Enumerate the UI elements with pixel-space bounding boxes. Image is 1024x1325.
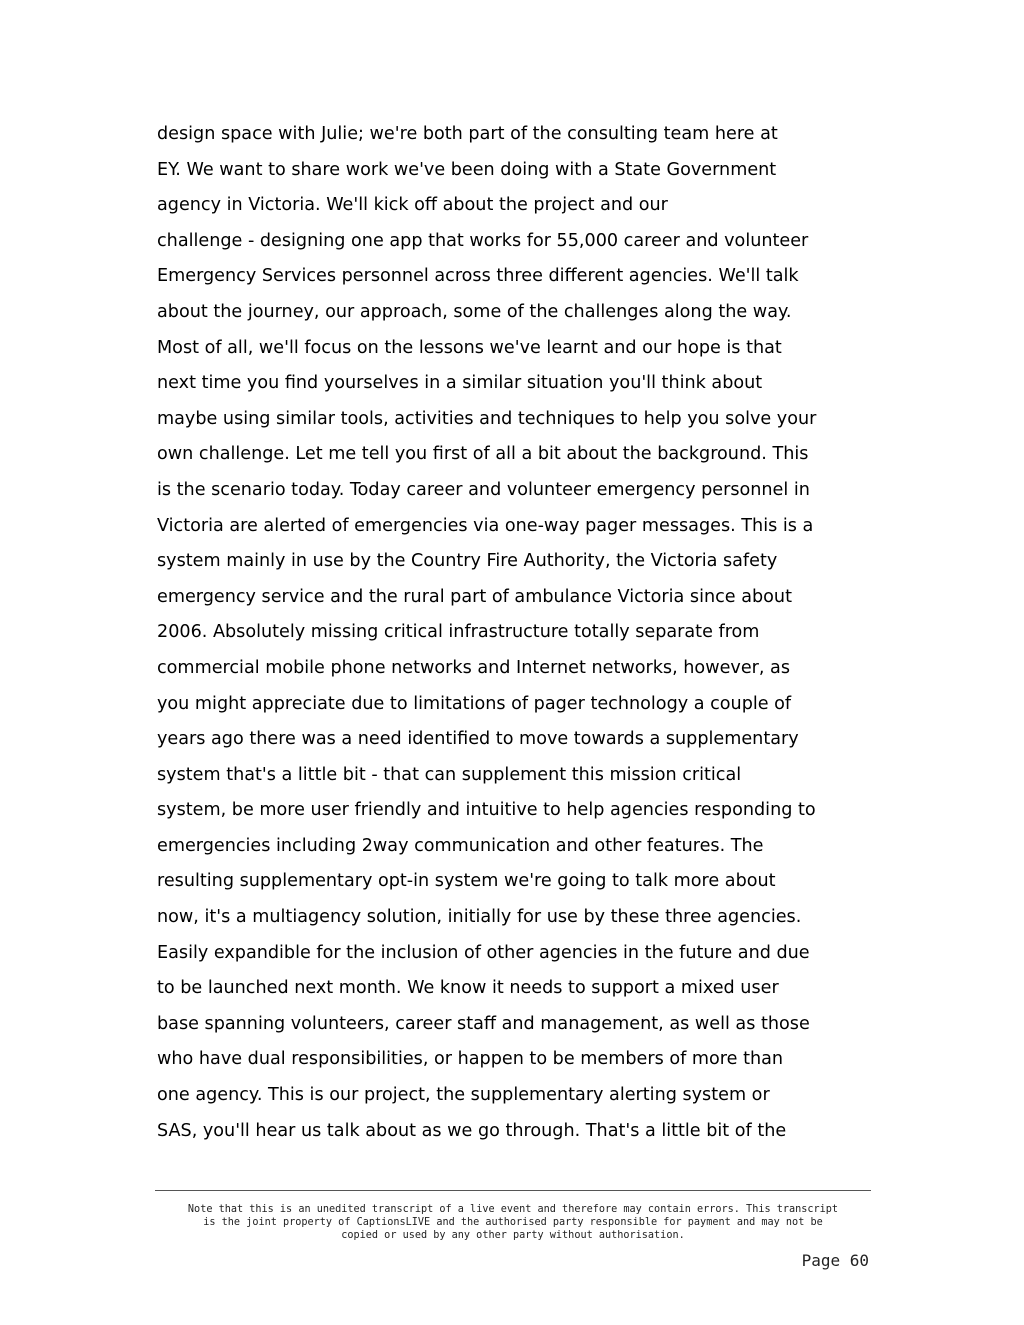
transcript-line: who have dual responsibilities, or happen to be members of more than <box>157 1049 784 1070</box>
transcript-line: Most of all, we'll focus on the lessons we've learnt and our hope is that <box>157 337 782 358</box>
transcript-line: about the journey, our approach, some of the challenges along the way. <box>157 301 792 322</box>
transcript-line: own challenge. Let me tell you first of all a bit about the background. This <box>157 444 809 465</box>
transcript-line: challenge - designing one app that works for 55,000 career and volunteer <box>157 230 809 251</box>
transcript-line: one agency. This is our project, the supplementary alerting system or <box>157 1085 770 1106</box>
transcript-line: EY. We want to share work we've been doing with a State Government <box>157 159 777 180</box>
transcript-line: agency in Victoria. We'll kick off about the project and our <box>157 195 668 216</box>
transcript-line: years ago there was a need identified to move towards a supplementary <box>157 729 799 750</box>
footer-disclaimer-line: copied or used by any other party without authorisation. <box>341 1230 685 1241</box>
transcript-line: Victoria are alerted of emergencies via one-way pager messages. This is a <box>157 515 814 536</box>
transcript-line: is the scenario today. Today career and volunteer emergency personnel in <box>157 479 810 500</box>
transcript-line: to be launched next month. We know it needs to support a mixed user <box>157 978 779 999</box>
footer-disclaimer <box>155 1203 871 1242</box>
transcript-line: SAS, you'll hear us talk about as we go through. That's a little bit of the <box>157 1120 787 1141</box>
transcript-line: system mainly in use by the Country Fire Authority, the Victoria safety <box>157 551 778 572</box>
transcript-line: design space with Julie; we're both part of the consulting team here at <box>157 124 778 144</box>
transcript-line: base spanning volunteers, career staff and management, as well as those <box>157 1013 810 1034</box>
transcript-line: maybe using similar tools, activities and techniques to help you solve your <box>157 408 817 429</box>
transcript-line: system that's a little bit - that can supplement this mission critical <box>157 764 742 785</box>
footer-disclaimer-line: is the joint property of CaptionsLIVE and the authorised party responsible for payment and may not be <box>203 1217 823 1228</box>
transcript-line: emergency service and the rural part of ambulance Victoria since about <box>157 586 792 607</box>
transcript-line: system, be more user friendly and intuitive to help agencies responding to <box>157 800 816 821</box>
transcript-line: Easily expandible for the inclusion of other agencies in the future and due <box>157 942 810 963</box>
transcript-body <box>157 117 877 1149</box>
transcript-line: 2006. Absolutely missing critical infrastructure totally separate from <box>157 622 760 643</box>
transcript-line: you might appreciate due to limitations of pager technology a couple of <box>157 693 792 714</box>
transcript-line: next time you find yourselves in a similar situation you'll think about <box>157 373 763 394</box>
footer-divider <box>155 1190 871 1191</box>
transcript-line: emergencies including 2way communication and other features. The <box>157 835 764 856</box>
transcript-line: resulting supplementary opt-in system we're going to talk more about <box>157 871 776 892</box>
page-number: Page 60 <box>801 1251 869 1270</box>
footer-disclaimer-line: Note that this is an unedited transcript of a live event and therefore may contain errors. This transcript <box>187 1204 839 1215</box>
transcript-line: now, it's a multiagency solution, initially for use by these three agencies. <box>157 907 802 928</box>
transcript-line: Emergency Services personnel across three different agencies. We'll talk <box>157 266 799 287</box>
transcript-line: commercial mobile phone networks and Internet networks, however, as <box>157 657 791 678</box>
